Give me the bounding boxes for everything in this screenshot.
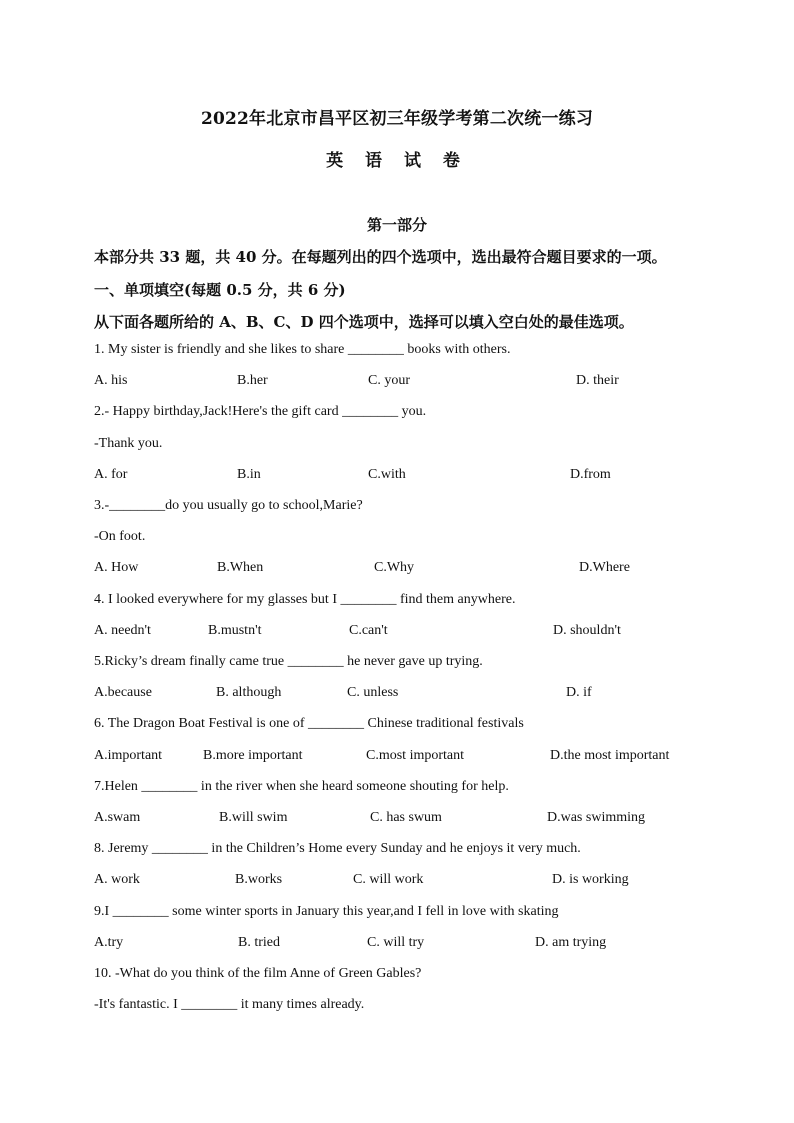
option-a: A.because (94, 685, 152, 700)
option-d: D. is working (552, 872, 629, 887)
option-c: C. your (368, 373, 410, 388)
question-3-stem: 3.-________do you usually go to school,Marie? (94, 498, 363, 513)
question-6-stem: 6. The Dragon Boat Festival is one of ________ Chinese traditional festivals (94, 716, 524, 731)
option-a: A. work (94, 872, 140, 887)
option-b: B. although (216, 685, 282, 700)
question-3-options (94, 560, 734, 580)
question-2-stem: 2.- Happy birthday,Jack!Here's the gift card ________ you. (94, 404, 427, 419)
option-a: A.try (94, 935, 124, 950)
option-b: B.works (235, 872, 283, 887)
option-d: D.the most important (550, 748, 670, 763)
option-c: C.with (368, 467, 406, 482)
question-9-stem: 9.I ________ some winter sports in January this year,and I fell in love with skating (94, 904, 559, 919)
option-c: C. will work (353, 872, 424, 887)
option-c: C. has swum (370, 810, 442, 825)
option-a: A. needn't (94, 623, 151, 638)
question-2-response: -Thank you. (94, 436, 163, 451)
option-b: B.her (237, 373, 268, 388)
exam-title: 2022年北京市昌平区初三年级学考第二次统一练习 (200, 109, 594, 129)
option-a: A.swam (94, 810, 141, 825)
question-7-stem: 7.Helen ________ in the river when she heard someone shouting for help. (94, 779, 509, 794)
option-b: B. tried (238, 935, 280, 950)
option-a: A. his (94, 373, 128, 388)
question-10-response: -It's fantastic. I ________ it many times already. (94, 997, 365, 1012)
part-heading: 第一部分 (366, 216, 427, 234)
question-1-stem: 1. My sister is friendly and she likes to share ________ books with others. (94, 342, 511, 357)
section-title: 一、单项填空(每题 0.5 分，共 6 分) (94, 281, 346, 299)
question-5-stem: 5.Ricky’s dream finally came true ________ he never gave up trying. (94, 654, 483, 669)
option-c: C.can't (349, 623, 388, 638)
option-d: D. am trying (535, 935, 607, 950)
question-4-stem: 4. I looked everywhere for my glasses but I ________ find them anywhere. (94, 592, 516, 607)
option-d: D.from (570, 467, 611, 482)
question-6-options (94, 748, 734, 768)
option-b: B.more important (203, 748, 303, 763)
question-4-options (94, 623, 734, 643)
option-d: D.Where (579, 560, 630, 575)
question-8-options (94, 872, 734, 892)
option-c: C. unless (347, 685, 399, 700)
option-c: C. will try (367, 935, 425, 950)
option-b: B.mustn't (208, 623, 262, 638)
option-c: C.most important (366, 748, 464, 763)
option-d: D. their (576, 373, 619, 388)
question-9-options (94, 935, 734, 955)
question-5-options (94, 685, 734, 705)
option-b: B.When (217, 560, 264, 575)
option-a: A. How (94, 560, 139, 575)
option-d: D. shouldn't (553, 623, 621, 638)
option-a: A. for (94, 467, 128, 482)
option-d: D. if (566, 685, 592, 700)
question-3-response: -On foot. (94, 529, 146, 544)
question-8-stem: 8. Jeremy ________ in the Children’s Home every Sunday and he enjoys it very much. (94, 841, 581, 856)
option-c: C.Why (374, 560, 415, 575)
question-7-options (94, 810, 734, 830)
exam-subtitle: 英 语 试 卷 (326, 151, 468, 171)
option-d: D.was swimming (547, 810, 645, 825)
question-10-stem: 10. -What do you think of the film Anne of Green Gables? (94, 966, 422, 981)
option-a: A.important (94, 748, 163, 763)
section-instruction: 从下面各题所给的 A、B、C、D 四个选项中，选择可以填入空白处的最佳选项。 (94, 313, 634, 331)
option-b: B.in (237, 467, 261, 482)
question-1-options (94, 373, 734, 393)
question-2-options (94, 467, 734, 487)
option-b: B.will swim (219, 810, 288, 825)
part-intro: 本部分共 33 题，共 40 分。在每题列出的四个选项中，选出最符合题目要求的一项。 (94, 248, 667, 266)
